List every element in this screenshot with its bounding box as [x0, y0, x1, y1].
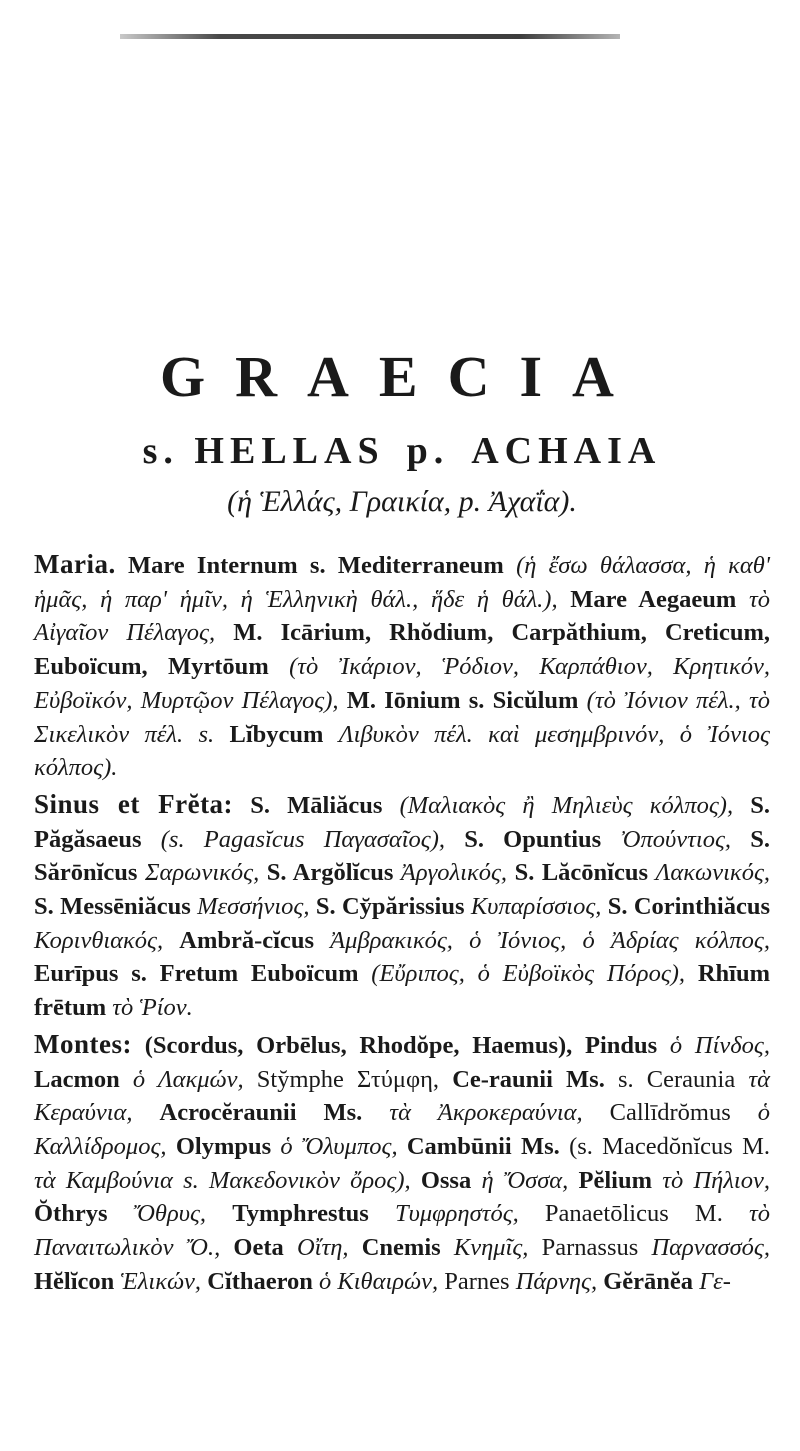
greek-term: (Μαλιακὸς ἢ Μηλιεὺς κόλπος), — [382, 791, 751, 819]
latin-term: Ŏthrys — [34, 1200, 108, 1228]
latin-term: Rhīum frētum — [34, 960, 771, 1022]
greek-term: ὁ Λακμών, — [119, 1065, 257, 1093]
latin-term: Gĕrānĕa — [603, 1267, 694, 1295]
section-heading: Sinus et Frĕta: — [34, 788, 234, 819]
greek-term: Λιβυκὸν πέλ. καὶ μεσημβρινόν, ὁ Ἰόνιος κόλπος). — [34, 720, 770, 782]
greek-term: τὸ Ῥίον. — [106, 994, 193, 1022]
greek-title-line: (ἡ Ἑλλάς, Γραικία, p. Ἀχαΐα). — [227, 485, 577, 518]
subtitle-hellas: s. HELLAS — [142, 430, 385, 472]
latin-term: Ossa — [420, 1166, 472, 1194]
latin-term: M. Icārium, Rhŏdium, Carpăthium, Creticum, Euboïcum, Myrtōum — [34, 619, 770, 681]
section-heading: Montes: — [34, 1028, 132, 1059]
greek-term: (Εὔριπος, ὁ Εὐβοϊκὸς Πόρος), — [358, 960, 698, 988]
greek-term: τὰ Καμβούνια s. Μακεδονικὸν ὄρος), — [34, 1166, 421, 1194]
greek-term: τὸ Αἰγαῖον Πέλαγος, — [34, 585, 770, 647]
latin-term: S. Māliăcus — [250, 791, 383, 819]
latin-term: M. Iōnium s. Sicŭlum — [346, 686, 579, 714]
greek-term: (τὸ Ἰκάριον, Ῥόδιον, Καρπάθιον, Κρητικόν, Εὐβοϊκόν, Μυρτῷον Πέλαγος), — [34, 653, 771, 714]
latin-term: Mare Internum s. Mediterraneum — [128, 552, 504, 579]
body-text — [34, 548, 770, 1301]
latin-term: Lĭbycum — [229, 720, 324, 748]
greek-term: Ἀργολικός, — [393, 859, 515, 887]
greek-term: τὰ Ἀκροκεραύνια, — [362, 1099, 610, 1127]
subtitle-p: p. — [406, 430, 450, 472]
greek-term: τὰ Κεραύνια, — [34, 1065, 770, 1127]
section-montes — [34, 1028, 770, 1299]
page-subtitle — [34, 432, 770, 470]
text-run: Parnassus — [541, 1234, 652, 1262]
greek-term: Ὀπούντιος, — [601, 825, 751, 853]
section-runs — [34, 1032, 770, 1295]
text-run: Panaetōlicus M. — [544, 1200, 749, 1228]
section-heading: Maria. — [34, 549, 116, 579]
greek-term: Σαρωνικός, — [137, 859, 267, 887]
greek-term: ὁ Κιθαιρών, — [312, 1267, 445, 1295]
latin-term: S. Messēniăcus — [34, 893, 191, 921]
latin-term: Cnemis — [361, 1234, 441, 1262]
latin-term: Lacmon — [34, 1065, 120, 1093]
latin-term: (Scordus, Orbēlus, Rhodŏpe, Haemus), Pindus — [144, 1031, 658, 1059]
text-run: (s. Macedŏnĭcus M. — [559, 1132, 770, 1160]
latin-term: Tymphrestus — [232, 1200, 369, 1228]
latin-term: S. Lăcōnĭcus — [514, 859, 649, 887]
text-run: Callīdrŏmus — [609, 1099, 758, 1127]
latin-term: S. Păgăsaeus — [34, 791, 770, 853]
greek-term: ἡ Ὄσσα, — [471, 1166, 579, 1194]
greek-term: τὸ Παναιτωλικὸν Ὄ., — [34, 1200, 770, 1262]
greek-term: Κνημῖς, — [440, 1234, 542, 1262]
greek-term: Πάρνης, — [515, 1267, 604, 1295]
greek-term: Παρνασσός, — [651, 1234, 770, 1262]
top-decorative-rule — [120, 34, 620, 39]
greek-term: (τὸ Ἰόνιον πέλ., τὸ Σικελικὸν πέλ. s. — [34, 686, 771, 748]
subtitle-achaia: ACHAIA — [471, 430, 662, 472]
greek-term: Λακωνικός, — [648, 859, 771, 887]
latin-term: Mare Aegaeum — [570, 585, 737, 613]
greek-term: Κορινθιακός, — [34, 926, 180, 954]
latin-term: S. Argŏlĭcus — [266, 859, 394, 887]
greek-term: ὁ Καλλίδρομος, — [34, 1099, 771, 1160]
greek-term: ὁ Ὄλυμπος, — [271, 1132, 407, 1160]
section-runs — [34, 792, 770, 1021]
latin-term: Hĕlĭcon — [34, 1267, 115, 1295]
text-run: s. Ceraunia — [604, 1065, 749, 1093]
latin-term: S. Sărōnĭcus — [34, 825, 770, 887]
greek-term: (ἡ ἔσω θάλασσα, ἡ καθ' ἡμᾶς, ἡ παρ' ἡμῖν, ἡ Ἑλληνικὴ θάλ., ἥδε ἡ θάλ.), — [34, 552, 770, 613]
latin-term: S. Cy̆părissius — [315, 893, 465, 921]
greek-term: Μεσσήνιος, — [190, 893, 316, 921]
latin-term: Ambră-cĭcus — [179, 926, 315, 954]
latin-term: S. Corinthiăcus — [607, 893, 770, 921]
text-run — [116, 552, 128, 579]
greek-term: Ὄθρυς, — [107, 1200, 233, 1228]
greek-term: (s. Pagasĭcus Παγασαῖος), — [141, 825, 465, 853]
latin-term: Acrocĕraunii Ms. — [159, 1099, 363, 1127]
greek-term: ὁ Πίνδος, — [657, 1031, 770, 1059]
greek-term: Οἴτη, — [283, 1234, 362, 1262]
latin-term: Pĕlium — [578, 1166, 652, 1194]
latin-term: Cĭthaeron — [207, 1267, 313, 1295]
latin-term: Olympus — [175, 1132, 272, 1160]
section-runs — [34, 552, 770, 781]
latin-term: Cambūnii Ms. — [406, 1132, 560, 1160]
latin-term: Oeta — [233, 1234, 284, 1262]
latin-term: S. Opuntius — [464, 825, 602, 853]
text-run — [132, 1032, 145, 1059]
page-title: GRAECIA — [160, 344, 644, 409]
latin-term: Ce-raunii Ms. — [452, 1065, 605, 1093]
latin-term: Eurīpus s. Fretum Euboïcum — [34, 960, 359, 988]
greek-term: Τυμφρηστός, — [368, 1200, 545, 1228]
section-sinus-et-freta — [34, 788, 770, 1025]
text-run: Parnes — [444, 1267, 516, 1295]
greek-term: Ἑλικών, — [114, 1267, 208, 1295]
greek-term: Κυπαρίσσιος, — [464, 893, 608, 921]
greek-term: Ἀμβρακικός, ὁ Ἰόνιος, ὁ Ἀδρίας κόλπος, — [314, 926, 770, 954]
section-maria — [34, 548, 770, 785]
greek-term: Γε- — [693, 1267, 731, 1295]
greek-term: τὸ Πήλιον, — [652, 1166, 770, 1194]
text-run — [233, 792, 250, 819]
text-run: Sty̆mphe Στύμφη, — [256, 1065, 453, 1093]
